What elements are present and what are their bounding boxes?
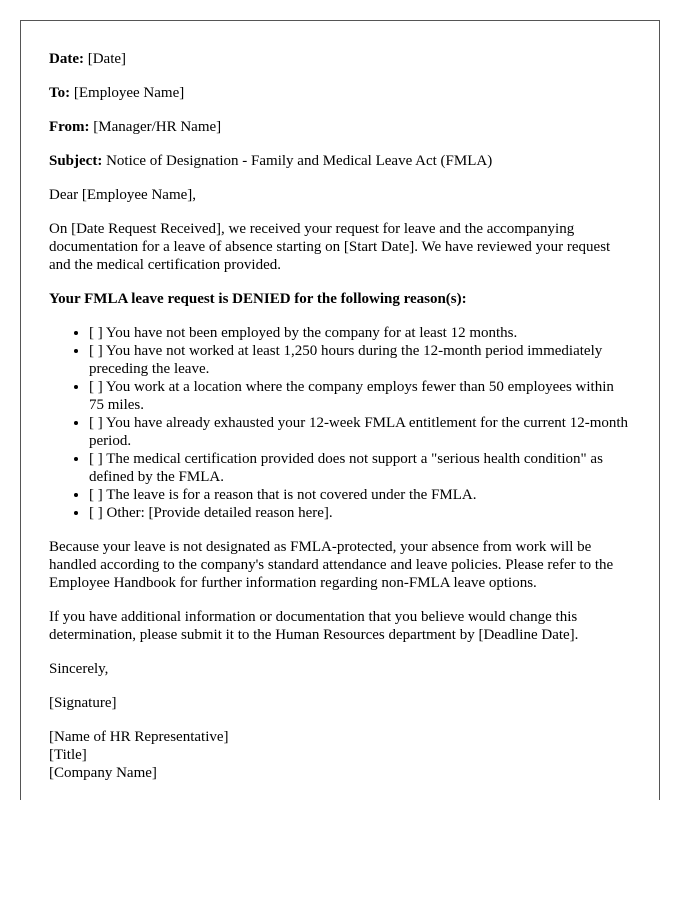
list-item: • [ ] The leave is for a reason that is not covered under the FMLA. [89, 486, 631, 504]
signature-placeholder: [Signature] [49, 695, 117, 711]
subject-label: Subject: [49, 153, 103, 169]
list-item: • [ ] Other: [Provide detailed reason here]. [89, 504, 631, 522]
date-line [49, 50, 631, 68]
additional-info-paragraph: If you have additional information or documentation that you believe would change this determination, please submit it to the Human Resources department by [Deadline Date]. [49, 609, 579, 643]
closing-block [49, 660, 631, 782]
to-line [49, 84, 631, 102]
signatory-name: [Name of HR Representative] [49, 729, 229, 745]
list-item: • [ ] You work at a location where the company employs fewer than 50 employees within 75 miles. [89, 378, 631, 414]
salutation: Dear [Employee Name], [49, 187, 197, 203]
intro-paragraph: On [Date Request Received], we received your request for leave and the accompanying documentation for a leave of absence starting on [Start Date]. We have reviewed your request and the medical certification provided. [49, 221, 611, 273]
consequence-paragraph: Because your leave is not designated as FMLA-protected, your absence from work will be handled according to the company's standard attendance and leave policies. Please refer to the Employee Handbook for further information regarding non-FMLA leave options. [49, 539, 614, 591]
subject-line [49, 152, 631, 170]
to-label: To: [49, 85, 71, 101]
subject-value: Notice of Designation - Family and Medical Leave Act (FMLA) [106, 153, 493, 169]
date-value: [Date] [87, 51, 127, 67]
company-name: [Company Name] [49, 765, 157, 781]
signatory-details [49, 728, 631, 782]
list-item: • [ ] You have not been employed by the company for at least 12 months. [89, 324, 631, 342]
date-label: Date: [49, 51, 84, 67]
list-item: • [ ] The medical certification provided does not support a "serious health condition" as defined by the FMLA. [89, 450, 631, 486]
to-value: [Employee Name] [73, 85, 185, 101]
from-value: [Manager/HR Name] [93, 119, 222, 135]
denial-reasons-list [49, 324, 631, 522]
from-line [49, 118, 631, 136]
valediction: Sincerely, [49, 661, 109, 677]
denied-heading: Your FMLA leave request is DENIED for the following reason(s): [49, 291, 467, 307]
signatory-title: [Title] [49, 747, 87, 763]
from-label: From: [49, 119, 90, 135]
list-item: • [ ] You have not worked at least 1,250 hours during the 12-month period immediately preceding the leave. [89, 342, 631, 378]
list-item: • [ ] You have already exhausted your 12-week FMLA entitlement for the current 12-month period. [89, 414, 631, 450]
letter-document [20, 20, 660, 800]
